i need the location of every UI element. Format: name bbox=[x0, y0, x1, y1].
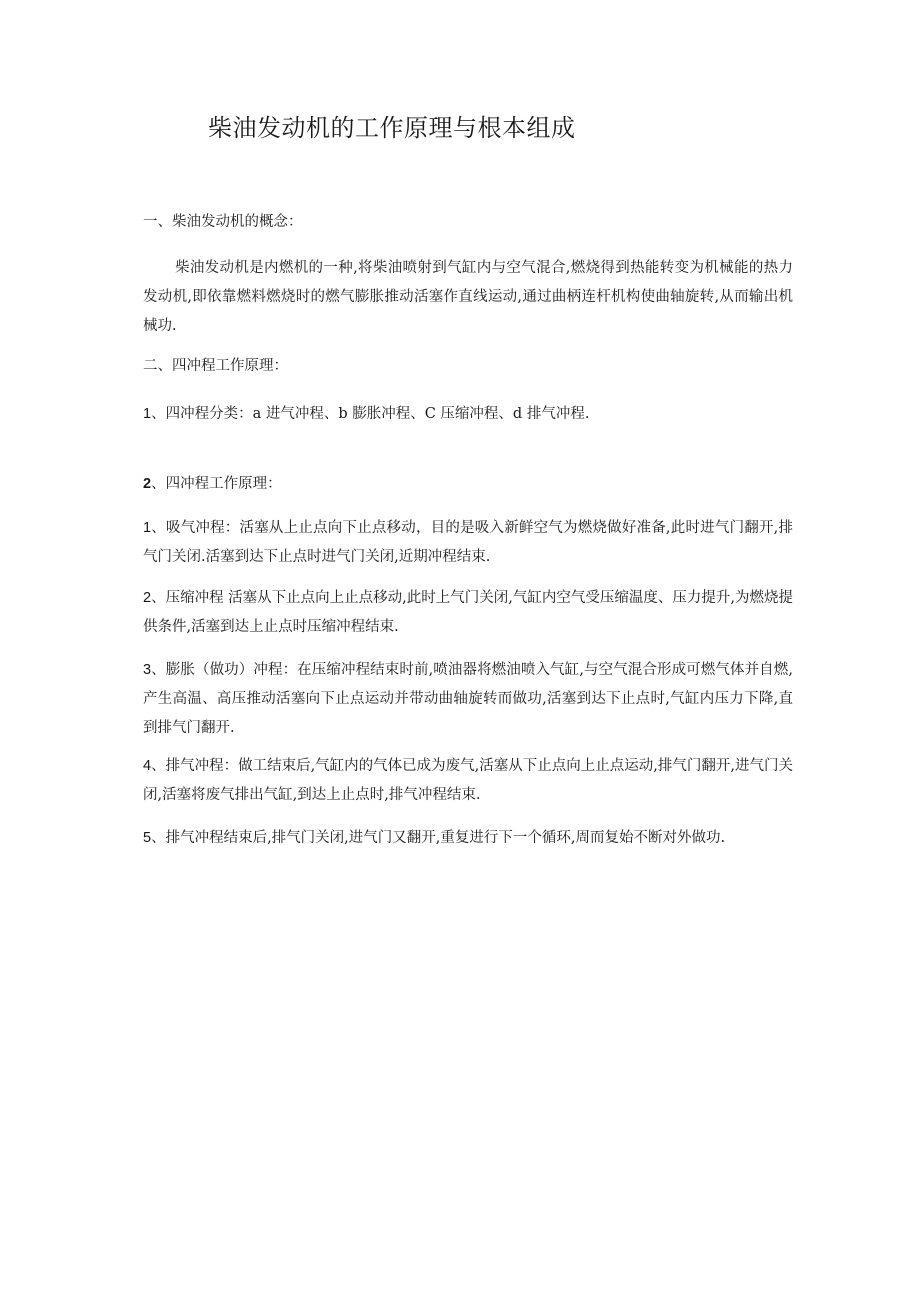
compression-stroke-paragraph bbox=[143, 584, 793, 642]
section-2-heading: 二、四冲程工作原理： bbox=[143, 358, 288, 374]
item-text: 、四冲程工作原理： bbox=[151, 476, 282, 492]
cycle-repeat-paragraph bbox=[143, 824, 793, 853]
document-title: 柴油发动机的工作原理与根本组成 bbox=[208, 114, 576, 142]
power-stroke-paragraph bbox=[143, 656, 793, 743]
item-text: 、排气冲程：做工结束后,气缸内的气体已成为废气,活塞从下止点向上止点运动,排气门翻开,进气门关闭,活塞将废气排出气缸,到达上止点时,排气冲程结束. bbox=[143, 758, 794, 803]
item-number: 2 bbox=[143, 476, 152, 492]
item-number: 5 bbox=[143, 830, 152, 846]
exhaust-stroke-paragraph bbox=[143, 752, 793, 810]
item-text: 、压缩冲程 活塞从下止点向上止点移动,此时上气门关闭,气缸内空气受压缩温度、压力提升,为燃烧提供条件,活塞到达上止点时压缩冲程结束. bbox=[143, 590, 794, 635]
section-1-heading: 一、柴油发动机的概念： bbox=[143, 214, 303, 230]
item-text: 、吸气冲程：活塞从上止点向下止点移动，目的是吸入新鲜空气为燃烧做好准备,此时进气门翻开,排气门关闭.活塞到达下止点时进气门关闭,近期冲程结束. bbox=[143, 520, 793, 565]
stroke-principle-heading bbox=[143, 472, 282, 493]
item-number: 4 bbox=[143, 758, 152, 774]
item-number: 1 bbox=[143, 520, 152, 536]
item-number: 1 bbox=[143, 406, 152, 422]
section-1-body: 柴油发动机是内燃机的一种,将柴油喷射到气缸内与空气混合,燃烧得到热能转变为机械能的热力发动机,即依靠燃料燃烧时的燃气膨胀推动活塞作直线运动,通过曲柄连杆机构使曲轴旋转,从而输出机械功. bbox=[143, 260, 793, 334]
intake-stroke-paragraph bbox=[143, 514, 793, 572]
item-number: 3 bbox=[143, 662, 152, 678]
item-number: 2 bbox=[143, 590, 152, 606]
item-text: 、排气冲程结束后,排气门关闭,进气门又翻开,重复进行下一个循环,周而复始不断对外做功. bbox=[151, 830, 726, 846]
stroke-classification bbox=[143, 402, 589, 423]
item-text: 、四冲程分类：a 进气冲程、b 膨胀冲程、C 压缩冲程、d 排气冲程. bbox=[151, 406, 590, 422]
item-text: 、膨胀（做功）冲程：在压缩冲程结束时前,喷油器将燃油喷入气缸,与空气混合形成可燃气体并自燃,产生高温、高压推动活塞向下止点运动并带动曲轴旋转而做功,活塞到达下止点时,气缸内压力下降,直到排气门翻开. bbox=[143, 662, 793, 736]
